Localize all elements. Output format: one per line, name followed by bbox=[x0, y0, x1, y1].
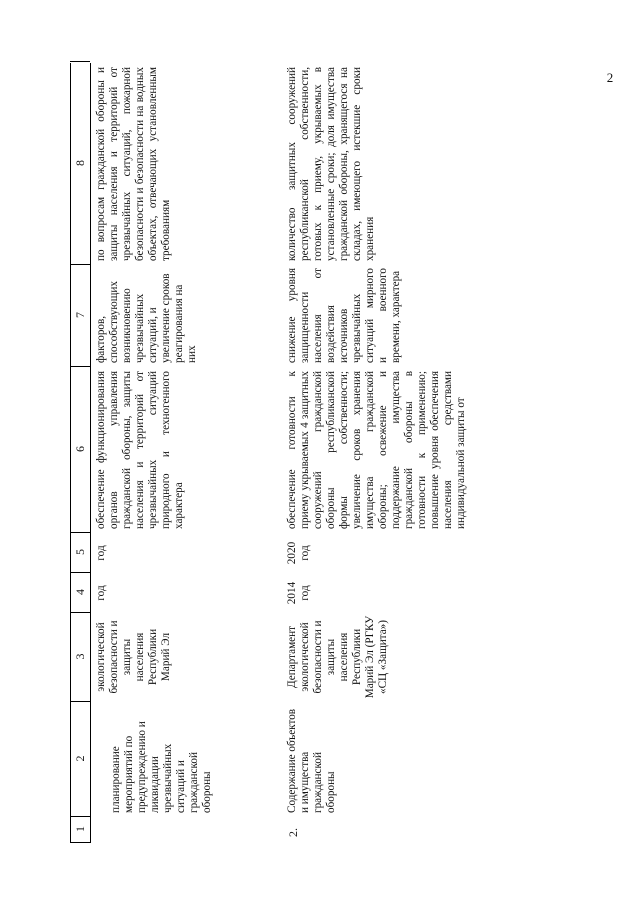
column-header-8: 8 bbox=[70, 61, 90, 265]
row2-indicators: количество защитных сооружений республиканской собственности, готовых к приему, укрываемых в установленные сроки; доля имущества гражданской обороны, хранящегося на складах, имеющего истекшие сроки хранения bbox=[286, 66, 376, 261]
column-header-1: 1 bbox=[70, 816, 90, 843]
row1-indicators: по вопросам гражданской обороны и защиты населения и территорий от чрезвычайных ситуаций, пожарной безопасности и безопасности на водных объектах, отвечающих установленным требованиям bbox=[95, 66, 172, 261]
row2-expected-result: обеспечение готовности к приему укрываемых 4 защитных сооружений гражданской обороны республиканской формы собственности; увеличение сроков хранения имущества гражданской обороны; освежение и поддержание имущества гражданской обороны в готовности к применению; повышение уровня обеспечения населения средствами индивидуальной защиты от bbox=[286, 370, 467, 529]
header-bottom-rule bbox=[90, 63, 91, 843]
row2-executor: Департамент экологической безопасности и защиты населения Республики Марий Эл (РГКУ «СЦ «Защита») bbox=[286, 615, 389, 698]
page-number: 2 bbox=[606, 70, 614, 85]
row2-number: 2. bbox=[286, 827, 300, 837]
column-header-4: 4 bbox=[70, 572, 90, 613]
row1-activity: планирование мероприятий по предупреждению и ликвидации чрезвычайных ситуаций и гражданской обороны bbox=[110, 720, 213, 813]
row1-expected-result: обеспечение функционирования органов управления гражданской обороны, защиты населения и территорий от чрезвычайных ситуаций природного и техногенного характера bbox=[95, 370, 185, 529]
column-header-5: 5 bbox=[70, 532, 90, 573]
column-header-6: 6 bbox=[70, 366, 90, 533]
column-header-3: 3 bbox=[70, 612, 90, 702]
row1-executor: экологической безопасности и защиты населения Республики Марий Эл bbox=[95, 620, 172, 693]
row2-consequences: снижение уровня защищенности населения от воздействия источников чрезвычайных ситуаций мирного и военного времени, характера bbox=[286, 267, 402, 363]
row2-activity: Содержание объектов и имущества гражданской обороны bbox=[286, 708, 337, 813]
row2-start-year: 2014 год bbox=[286, 581, 311, 604]
row1-start-year: год bbox=[95, 584, 107, 601]
column-header-2: 2 bbox=[70, 701, 90, 817]
row1-end-year: год bbox=[95, 544, 107, 561]
row2-end-year: 2020 год bbox=[286, 541, 311, 564]
rotated-table bbox=[70, 63, 570, 843]
column-header-7: 7 bbox=[70, 264, 90, 367]
row1-consequences: факторов, способствующих возникновению чрезвычайных ситуаций, и увеличение сроков реагирования на них bbox=[95, 272, 198, 363]
